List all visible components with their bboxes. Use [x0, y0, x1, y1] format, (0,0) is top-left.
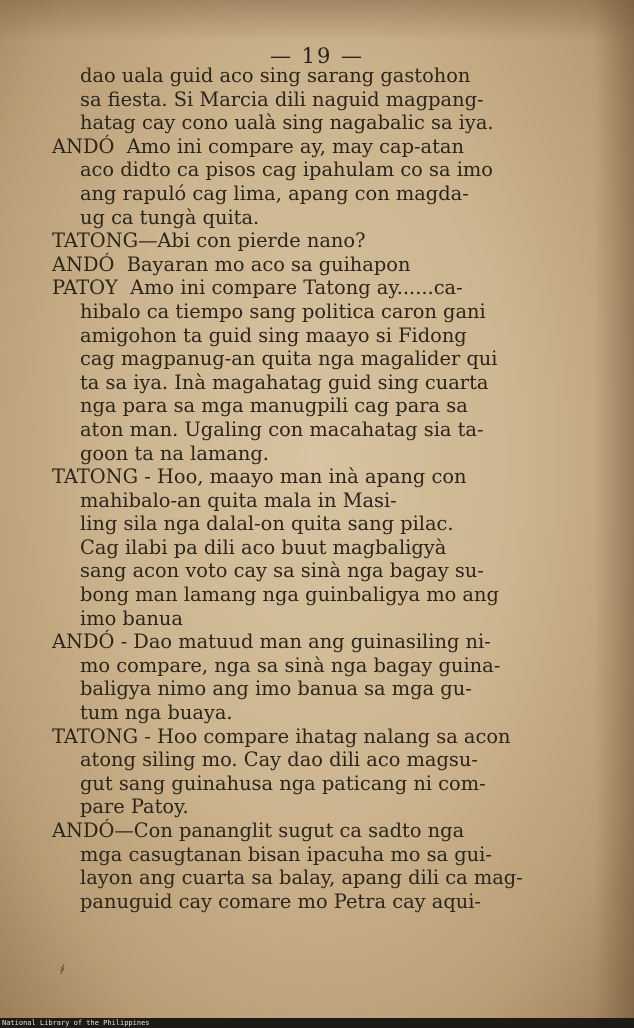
text-line: gut sang guinahusa nga paticang ni com- [80, 771, 486, 795]
text-line: imo banua [80, 606, 183, 630]
text-line: Cag ilabi pa dili aco buut magbaligyà [80, 535, 447, 559]
page-number: — 19 — [269, 44, 365, 68]
text-line: ang rapuló cag lima, apang con magda- [80, 181, 469, 205]
text-line: ANDÓ—Con pananglit sugut ca sadto nga [52, 819, 465, 842]
text-line: atong siling mo. Cay dao dili aco magsu- [80, 748, 478, 772]
text-line: ling sila nga dalal-on quita sang pilac. [80, 512, 454, 536]
text-line: aton man. Ugaling con macahatag sia ta- [80, 417, 484, 441]
text-line: mahibalo-an quita mala in Masi- [80, 488, 397, 512]
text-line: tum nga buaya. [80, 701, 233, 725]
text-line: hatag cay cono ualà sing nagabalic sa iya. [80, 111, 494, 135]
text-line: cag magpanug-an quita nga magalider qui [80, 347, 498, 371]
text-line: TATONG - Hoo compare ihatag nalang sa acon [52, 724, 511, 748]
text-line: goon ta na lamang. [80, 441, 269, 465]
text-line: pare Patoy. [80, 795, 189, 819]
text-line: sa fiesta. Si Marcia dili naguid magpang- [80, 87, 484, 111]
text-line: baligya nimo ang imo banua sa mga gu- [80, 677, 472, 701]
text-line: ANDÓ - Dao matuud man ang guinasiling ni- [52, 630, 491, 654]
text-line: amigohon ta guid sing maayo si Fidong [80, 323, 467, 347]
text-line: panuguid cay comare mo Petra cay aqui- [80, 889, 481, 913]
text-line: TATONG—Abi con pierde nano? [52, 229, 366, 253]
library-credit: National Library of the Philippines [2, 1019, 150, 1027]
text-line: ug ca tungà quita. [80, 205, 260, 229]
text-line: dao uala guid aco sing sarang gastohon [80, 64, 471, 87]
text-line: TATONG - Hoo, maayo man inà apang con [52, 465, 467, 489]
text-line: sang acon voto cay sa sinà nga bagay su- [80, 559, 484, 583]
text-line: PATOY Amo ini compare Tatong ay......ca- [52, 276, 463, 300]
text-line: nga para sa mga manugpili cag para sa [80, 394, 468, 418]
text-line: ta sa iya. Inà magahatag guid sing cuarta [80, 370, 489, 394]
text-line: ANDÓ Amo ini compare ay, may cap-atan [52, 134, 464, 158]
text-line: layon ang cuarta sa balay, apang dili ca mag- [80, 866, 523, 890]
text-line: mo compare, nga sa sinà nga bagay guina- [80, 653, 501, 677]
page-text-block [52, 64, 534, 913]
text-line: hibalo ca tiempo sang politica caron gani [80, 299, 486, 323]
text-line: mga casugtanan bisan ipacuha mo sa gui- [80, 842, 492, 866]
text-line: bong man lamang nga guinbaligya mo ang [80, 583, 499, 607]
text-line: aco didto ca pisos cag ipahulam co sa imo [80, 158, 493, 182]
text-line: ANDÓ Bayaran mo aco sa guihapon [52, 252, 411, 276]
footer-ink-mark: ҂ [60, 962, 65, 978]
